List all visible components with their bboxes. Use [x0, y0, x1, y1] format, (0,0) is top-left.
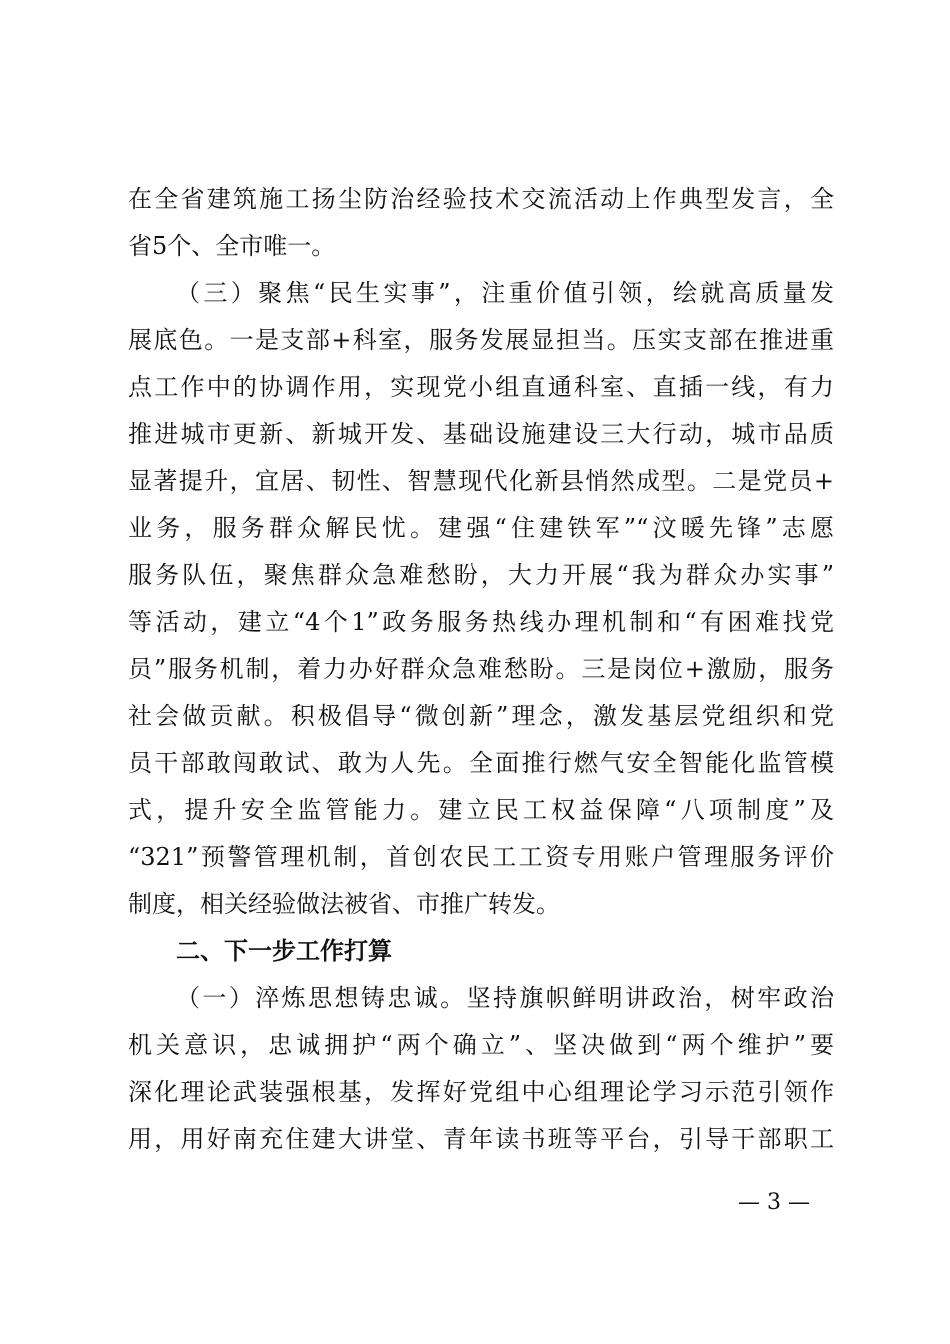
body-line: 业务，服务群众解民忧。建强“住建铁军”“汶暖先锋”志愿	[128, 514, 834, 542]
body-line: 用，用好南充住建大讲堂、青年读书班等平台，引导干部职工	[128, 1125, 834, 1153]
body-line: 深化理论武装强根基，发挥好党组中心组理论学习示范引领作	[128, 1078, 834, 1106]
body-line: 社会做贡献。积极倡导“微创新”理念，激发基层党组织和党	[128, 702, 834, 730]
body-line: 等活动，建立“4个1”政务服务热线办理机制和“有困难找党	[128, 608, 834, 636]
body-line: 展底色。一是支部+科室，服务发展显担当。压实支部在推进重	[128, 326, 834, 354]
body-line: 显著提升，宜居、韧性、智慧现代化新县悄然成型。二是党员+	[128, 467, 834, 495]
body-line: 在全省建筑施工扬尘防治经验技术交流活动上作典型发言，全	[128, 185, 834, 213]
body-line: 推进城市更新、新城开发、基础设施建设三大行动，城市品质	[128, 420, 834, 448]
body-line: 制度，相关经验做法被省、市推广转发。	[128, 890, 560, 918]
body-line: “321”预警管理机制，首创农民工工资专用账户管理服务评价	[128, 843, 834, 871]
body-line: 员干部敢闯敢试、敢为人先。全面推行燃气安全智能化监管模	[128, 749, 834, 777]
body-line: 服务队伍，聚焦群众急难愁盼，大力开展“我为群众办实事”	[128, 561, 834, 589]
subsection-line: （一）淬炼思想铸忠诚。坚持旗帜鲜明讲政治，树牢政治	[176, 984, 834, 1012]
body-line: 省5个、全市唯一。	[128, 232, 336, 260]
section-heading: 二、下一步工作打算	[176, 937, 392, 965]
body-line: 机关意识，忠诚拥护“两个确立”、坚决做到“两个维护”要	[128, 1031, 834, 1059]
body-line: 式，提升安全监管能力。建立民工权益保障“八项制度”及	[128, 796, 834, 824]
page-number: — 3 —	[738, 1190, 810, 1215]
document-body	[128, 176, 834, 1163]
section-line: （三）聚焦“民生实事”，注重价值引领，绘就高质量发	[176, 279, 834, 307]
body-line: 员”服务机制，着力办好群众急难愁盼。三是岗位+激励，服务	[128, 655, 834, 683]
body-line: 点工作中的协调作用，实现党小组直通科室、直插一线，有力	[128, 373, 834, 401]
